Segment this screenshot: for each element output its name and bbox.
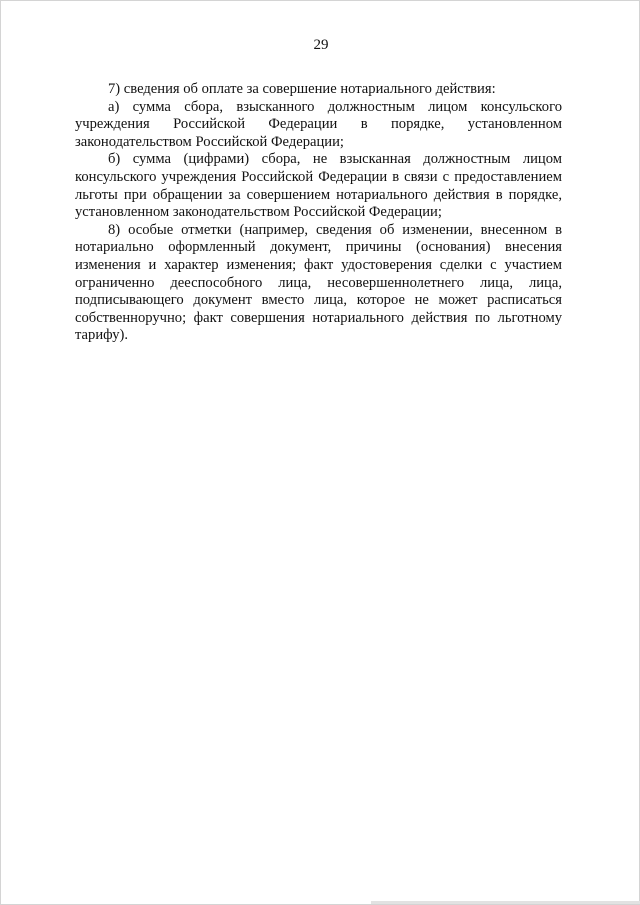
scan-edge-artifact <box>371 901 640 904</box>
paragraph-item-8: 8) особые отметки (например, сведения об изменении, внесенном в нотариально оформленный документ, причины (основания) внесения изменения и характер изменения; факт удостоверения сделки с участием ограниченно дееспособного лица, несовершеннолетнего лица, лица, подписывающего документ вместо лица, которое не может расписаться собственноручно; факт совершения нотариального действия по льготному тарифу). <box>75 221 562 344</box>
page-number: 29 <box>313 37 329 53</box>
paragraph-item-7: 7) сведения об оплате за совершение нотариального действия: <box>108 81 496 97</box>
document-body <box>75 81 562 345</box>
paragraph-subitem-a: а) сумма сбора, взысканного должностным лицом консульского учреждения Российской Федерации в порядке, установленном законодательством Российской Федерации; <box>75 98 562 150</box>
paragraph-subitem-b: б) сумма (цифрами) сбора, не взысканная должностным лицом консульского учреждения Российской Федерации в связи с предоставлением льготы при обращении за совершением нотариального действия в порядке, установленном законодательством Российской Федерации; <box>75 151 562 221</box>
